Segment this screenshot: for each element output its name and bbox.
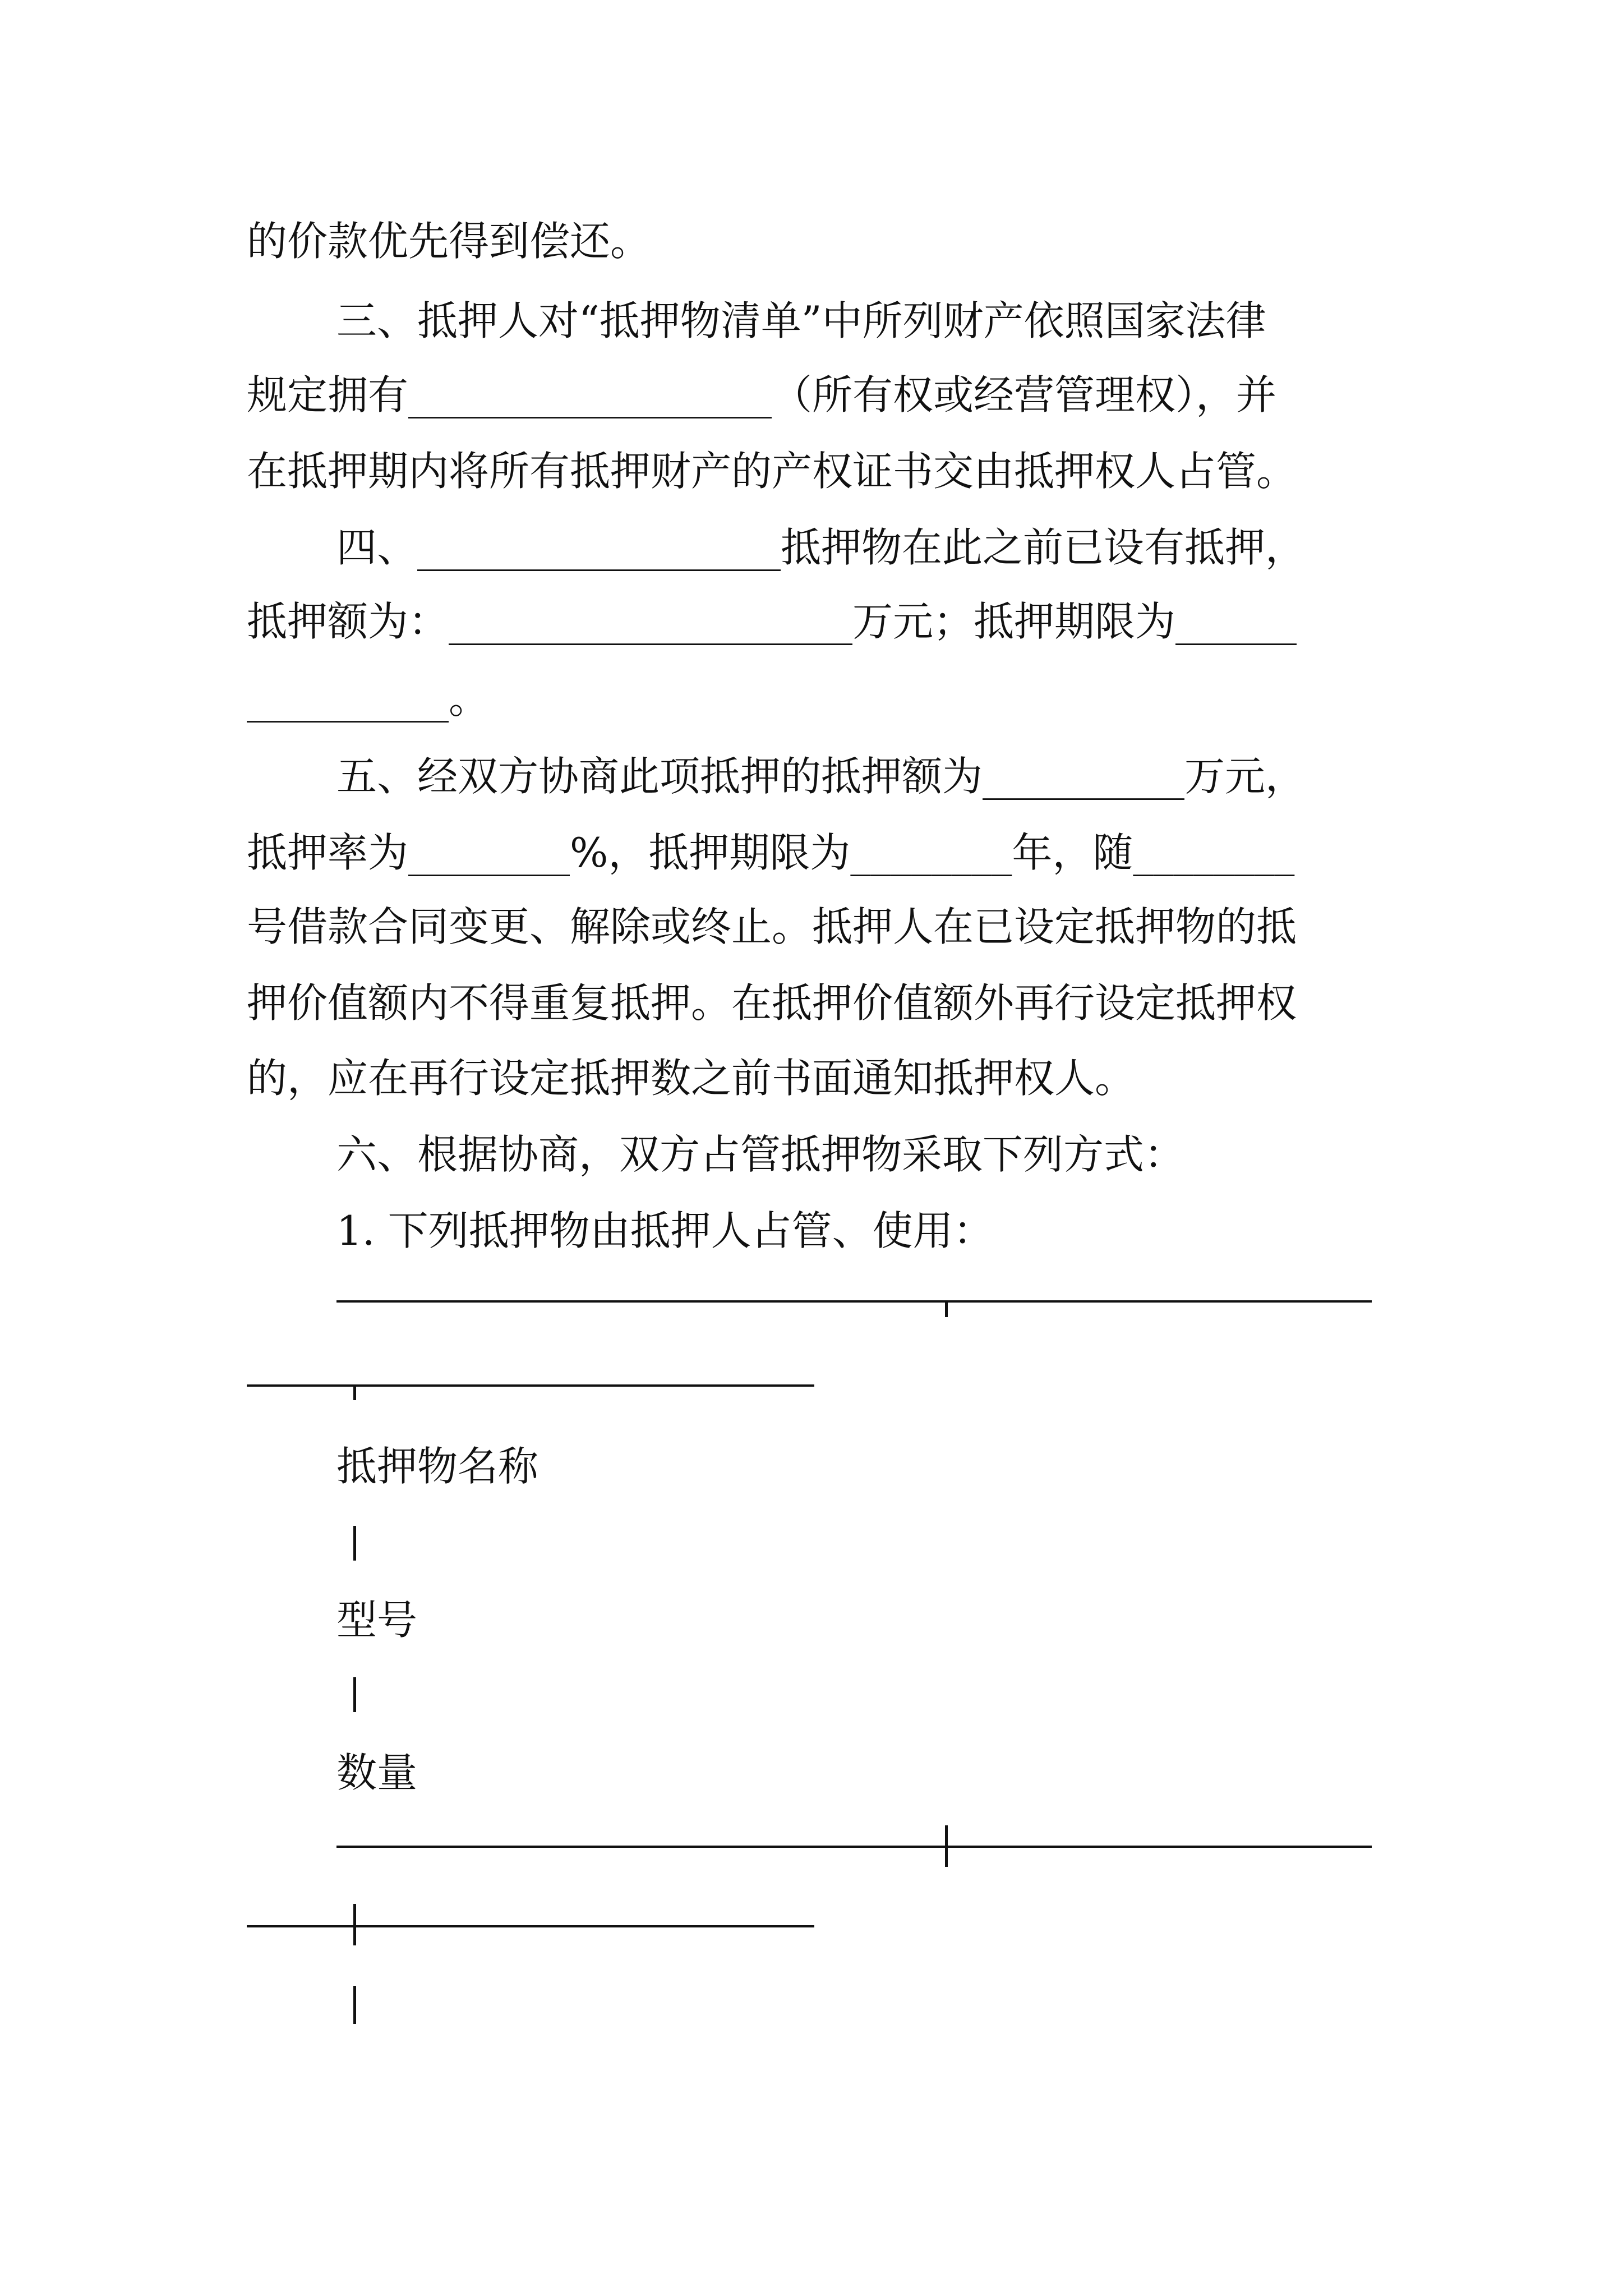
clause-3-line-3: 在抵押期内将所有抵押财产的产权证书交由抵押权人占管。: [247, 448, 1297, 495]
table-rule-cross: [945, 1825, 948, 1867]
table-rule: [247, 1384, 814, 1387]
table-column-divider: [353, 1526, 356, 1561]
clause-6-item-1: 1. 下列抵押物由抵押人占管、使用：: [336, 1207, 994, 1254]
clause-5-line-1: 五、经双方协商此项抵押的抵押额为__________万元，: [336, 753, 1306, 800]
table-header-quantity: 数量: [336, 1749, 418, 1796]
table-column-divider: [353, 1986, 356, 2024]
clause-3-line-2: 规定拥有__________________（所有权或经营管理权），并: [247, 371, 1277, 418]
clause-6-line-1: 六、根据协商，双方占管抵押物采取下列方式：: [336, 1131, 1185, 1178]
clause-3-line-1: 三、抵押人对“抵押物清单”中所列财产依照国家法律: [336, 297, 1266, 344]
clause-5-line-2: 抵押率为________%，抵押期限为________年，随________: [247, 829, 1295, 876]
clause-5-line-3: 号借款合同变更、解除或终止。抵押人在已设定抵押物的抵: [247, 903, 1297, 950]
table-rule: [336, 1300, 1372, 1303]
clause-4-line-1: 四、__________________抵押物在此之前已设有抵押，: [336, 524, 1306, 571]
text-line: 的价款优先得到偿还。: [247, 218, 651, 265]
table-rule: [336, 1846, 1372, 1848]
table-header-model: 型号: [336, 1596, 418, 1644]
table-rule-cross: [353, 1904, 356, 1945]
table-rule-tick: [945, 1300, 948, 1317]
table-column-divider: [353, 1677, 356, 1712]
table-rule-tick: [353, 1384, 356, 1400]
clause-5-line-5: 的，应在再行设定抵押数之前书面通知抵押权人。: [247, 1055, 1136, 1102]
clause-4-line-2: 抵押额为：____________________万元；抵押期限为______: [247, 598, 1297, 645]
clause-4-line-3: __________。: [247, 675, 490, 723]
clause-5-line-4: 押价值额内不得重复抵押。在抵押价值额外再行设定抵押权: [247, 979, 1297, 1027]
table-rule: [247, 1925, 814, 1927]
table-header-name: 抵押物名称: [336, 1443, 539, 1490]
